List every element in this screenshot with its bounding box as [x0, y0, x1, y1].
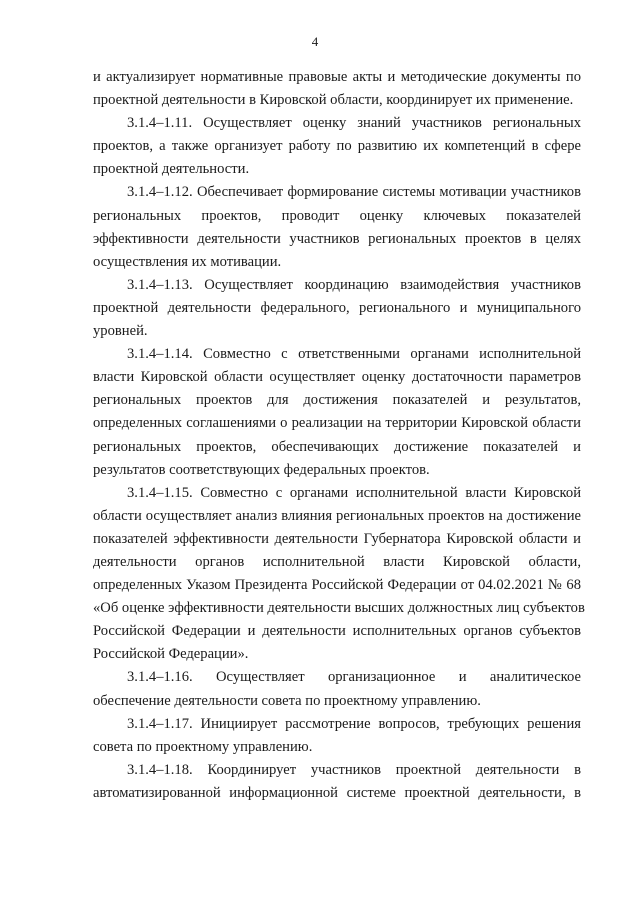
text-line: региональных проектов, обеспечивающих достижение показателей и [93, 438, 581, 455]
text-line: 3.1.4–1.17. Инициирует рассмотрение вопросов, требующих решения [127, 715, 581, 732]
text-line: региональных проектов для достижения показателей и результатов, [93, 392, 581, 409]
text-line: проектной деятельности. [93, 161, 250, 178]
text-line: совета по проектному управлению. [93, 738, 313, 755]
paragraph-3-1-4-1-16 [93, 666, 581, 712]
text-line: 3.1.4–1.16. Осуществляет организационное и аналитическое [127, 669, 581, 686]
text-line: 3.1.4–1.13. Осуществляет координацию взаимодействия участников [127, 276, 581, 293]
text-line: 3.1.4–1.18. Координирует участников проектной деятельности в [127, 761, 581, 778]
text-line: обеспечение деятельности совета по проектному управлению. [93, 692, 481, 709]
text-line: проектной деятельности федерального, регионального и муниципального [93, 299, 581, 316]
text-line: проектов, а также организует работу по развитию их компетенций в сфере [93, 138, 581, 155]
text-line: автоматизированной информационной системе проектной деятельности, в [93, 784, 581, 801]
text-line: «Об оценке эффективности деятельности высших должностных лиц субъектов [93, 600, 585, 617]
text-line: 3.1.4–1.15. Совместно с органами исполнительной власти Кировской [127, 484, 581, 501]
text-line: определенных соглашениями о реализации на территории Кировской области [93, 415, 581, 432]
text-line: показателей эффективности деятельности Губернатора Кировской области и [93, 530, 581, 547]
text-line: уровней. [93, 323, 148, 340]
text-line: 3.1.4–1.11. Осуществляет оценку знаний участников региональных [127, 115, 581, 132]
text-line: и актуализирует нормативные правовые акты и методические документы по [93, 69, 581, 85]
text-line: определенных Указом Президента Российской Федерации от 04.02.2021 № 68 [93, 577, 581, 594]
text-line: области осуществляет анализ влияния региональных проектов на достижение [93, 507, 581, 524]
text-line: эффективности деятельности участников региональных проектов в целях [93, 230, 581, 247]
text-line: Российской Федерации». [93, 646, 249, 663]
paragraph-3-1-4-1-13 [93, 274, 581, 343]
paragraph-3-1-4-1-12 [93, 181, 581, 273]
text-line: 3.1.4–1.14. Совместно с ответственными органами исполнительной [127, 346, 581, 363]
text-line: проектной деятельности в Кировской области, координирует их применение. [93, 92, 574, 109]
paragraph-3-1-4-1-15 [93, 482, 585, 667]
page-number: 4 [311, 34, 319, 49]
text-line: 3.1.4–1.12. Обеспечивает формирование системы мотивации участников [127, 184, 581, 201]
text-line: результатов соответствующих федеральных проектов. [93, 461, 430, 478]
text-line: власти Кировской области осуществляет оценку достаточности параметров [93, 369, 581, 386]
text-line: Российской Федерации и деятельности исполнительных органов субъектов [93, 623, 581, 640]
paragraph-3-1-4-1-11 [93, 112, 581, 181]
paragraph-continuation [93, 66, 581, 112]
paragraph-3-1-4-1-18 [93, 759, 581, 805]
paragraph-3-1-4-1-14 [93, 343, 581, 482]
text-line: деятельности органов исполнительной власти Кировской области, [93, 553, 581, 570]
text-line: осуществления их мотивации. [93, 253, 282, 270]
text-line: региональных проектов, проводит оценку ключевых показателей [93, 207, 581, 224]
body-text [93, 66, 585, 805]
paragraph-3-1-4-1-17 [93, 713, 581, 759]
